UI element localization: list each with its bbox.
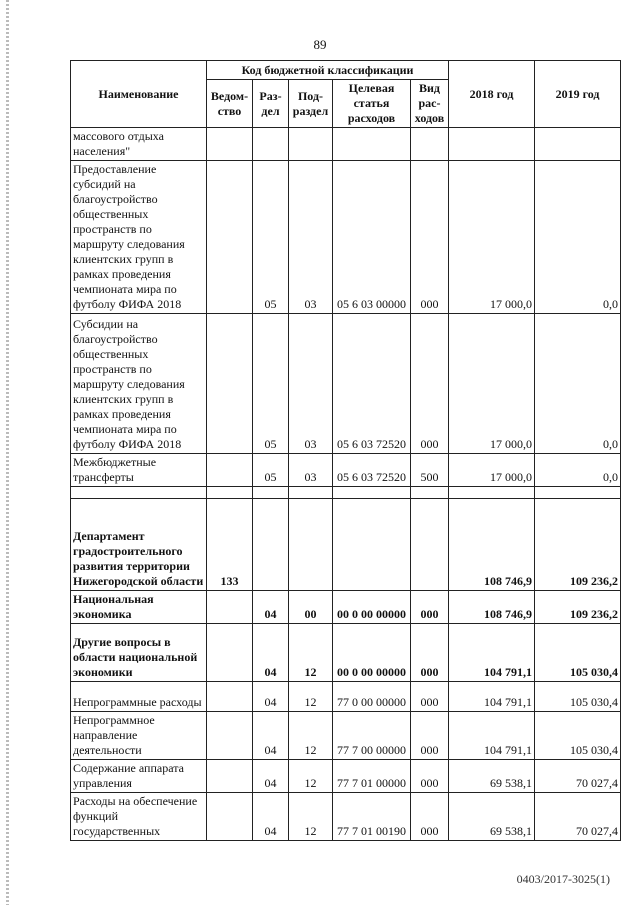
cell-2019: 105 030,4: [535, 682, 621, 712]
cell-2018: [449, 128, 535, 161]
cell-section: 04: [253, 682, 289, 712]
table-row: [71, 487, 621, 499]
cell-2018: 108 746,9: [449, 499, 535, 591]
cell-target: 77 7 01 00000: [333, 760, 411, 793]
cell-2019: 0,0: [535, 454, 621, 487]
cell-kind: 500: [411, 454, 449, 487]
page-number: 89: [313, 37, 327, 52]
cell-2019: 109 236,2: [535, 499, 621, 591]
cell-2018: 69 538,1: [449, 760, 535, 793]
cell-dept: [207, 712, 253, 760]
cell-subsection: [289, 128, 333, 161]
header-dept: Ведом-ство: [207, 80, 253, 128]
cell-subsection: 00: [289, 591, 333, 624]
cell-2018: 104 791,1: [449, 712, 535, 760]
table-row: [71, 591, 621, 624]
cell-section: 05: [253, 161, 289, 314]
header-subsection: Под-раздел: [289, 80, 333, 128]
table-row: [71, 624, 621, 682]
table-row: [71, 682, 621, 712]
cell-2019: 105 030,4: [535, 624, 621, 682]
cell-section: 04: [253, 793, 289, 841]
cell-name: массового отдыха населения": [71, 128, 207, 161]
table-body: [71, 128, 621, 841]
cell-2018: 69 538,1: [449, 793, 535, 841]
cell-target: 05 6 03 72520: [333, 314, 411, 454]
cell-target: 77 7 00 00000: [333, 712, 411, 760]
table-row: [71, 499, 621, 591]
cell-dept: [207, 128, 253, 161]
header-name: Наименование: [71, 61, 207, 128]
cell-subsection: [289, 487, 333, 499]
cell-name: Департамент градостроительного развития территории Нижегородской области: [71, 499, 207, 591]
header-target: Целевая статья расходов: [333, 80, 411, 128]
cell-name: Расходы на обеспечение функций государственных: [71, 793, 207, 841]
header-kind: Вид рас-ходов: [411, 80, 449, 128]
cell-target: 00 0 00 00000: [333, 624, 411, 682]
cell-2018: [449, 487, 535, 499]
cell-subsection: 12: [289, 712, 333, 760]
cell-name: Содержание аппарата управления: [71, 760, 207, 793]
cell-dept: [207, 314, 253, 454]
table-row: [71, 314, 621, 454]
cell-dept: [207, 793, 253, 841]
cell-2018: 108 746,9: [449, 591, 535, 624]
cell-section: 04: [253, 712, 289, 760]
header-2018: 2018 год: [449, 61, 535, 128]
cell-2019: [535, 487, 621, 499]
cell-name: Национальная экономика: [71, 591, 207, 624]
table-row: [71, 454, 621, 487]
cell-dept: [207, 591, 253, 624]
cell-2019: 105 030,4: [535, 712, 621, 760]
cell-section: 04: [253, 624, 289, 682]
cell-subsection: 12: [289, 793, 333, 841]
cell-name: Непрограммные расходы: [71, 682, 207, 712]
cell-kind: 000: [411, 793, 449, 841]
budget-table: [70, 60, 621, 841]
cell-kind: 000: [411, 712, 449, 760]
cell-dept: 133: [207, 499, 253, 591]
cell-kind: 000: [411, 314, 449, 454]
cell-2019: 70 027,4: [535, 760, 621, 793]
cell-section: 04: [253, 760, 289, 793]
cell-kind: 000: [411, 161, 449, 314]
cell-section: [253, 487, 289, 499]
cell-target: [333, 499, 411, 591]
cell-2019: 70 027,4: [535, 793, 621, 841]
cell-dept: [207, 161, 253, 314]
cell-target: 77 7 01 00190: [333, 793, 411, 841]
cell-kind: 000: [411, 682, 449, 712]
cell-target: 05 6 03 00000: [333, 161, 411, 314]
cell-target: 00 0 00 00000: [333, 591, 411, 624]
header-code-group: Код бюджетной классификации: [207, 61, 449, 80]
cell-2019: 0,0: [535, 314, 621, 454]
cell-2018: 17 000,0: [449, 314, 535, 454]
cell-2018: 17 000,0: [449, 454, 535, 487]
cell-kind: 000: [411, 760, 449, 793]
header-2019: 2019 год: [535, 61, 621, 128]
table-row: [71, 128, 621, 161]
cell-2019: [535, 128, 621, 161]
cell-target: 05 6 03 72520: [333, 454, 411, 487]
cell-name: Другие вопросы в области национальной экономики: [71, 624, 207, 682]
cell-target: [333, 487, 411, 499]
cell-dept: [207, 624, 253, 682]
cell-subsection: 12: [289, 682, 333, 712]
table-row: [71, 760, 621, 793]
cell-section: [253, 128, 289, 161]
cell-name: Межбюджетные трансферты: [71, 454, 207, 487]
cell-kind: [411, 487, 449, 499]
cell-name: [71, 487, 207, 499]
cell-2018: 104 791,1: [449, 624, 535, 682]
table-row: [71, 712, 621, 760]
cell-dept: [207, 760, 253, 793]
cell-section: 05: [253, 314, 289, 454]
cell-subsection: 03: [289, 454, 333, 487]
cell-subsection: 03: [289, 314, 333, 454]
cell-subsection: 03: [289, 161, 333, 314]
cell-2018: 104 791,1: [449, 682, 535, 712]
cell-subsection: [289, 499, 333, 591]
header-section: Раз-дел: [253, 80, 289, 128]
cell-target: [333, 128, 411, 161]
cell-section: 05: [253, 454, 289, 487]
cell-target: 77 0 00 00000: [333, 682, 411, 712]
cell-kind: 000: [411, 591, 449, 624]
table-row: [71, 793, 621, 841]
cell-kind: [411, 499, 449, 591]
scan-edge-border: [6, 0, 9, 905]
table-row: [71, 161, 621, 314]
cell-dept: [207, 487, 253, 499]
cell-name: Непрограммное направление деятельности: [71, 712, 207, 760]
cell-name: Предоставление субсидий на благоустройство общественных пространств по маршруту следования клиентских групп в рамках проведения чемпионата мира по футболу ФИФА 2018: [71, 161, 207, 314]
document-code: 0403/2017-3025(1): [516, 872, 610, 886]
cell-subsection: 12: [289, 624, 333, 682]
cell-dept: [207, 682, 253, 712]
cell-section: [253, 499, 289, 591]
cell-2018: 17 000,0: [449, 161, 535, 314]
cell-dept: [207, 454, 253, 487]
cell-2019: 0,0: [535, 161, 621, 314]
cell-2019: 109 236,2: [535, 591, 621, 624]
cell-kind: 000: [411, 624, 449, 682]
cell-section: 04: [253, 591, 289, 624]
cell-name: Субсидии на благоустройство общественных пространств по маршруту следования клиентских групп в рамках проведения чемпионата мира по футболу ФИФА 2018: [71, 314, 207, 454]
cell-subsection: 12: [289, 760, 333, 793]
cell-kind: [411, 128, 449, 161]
